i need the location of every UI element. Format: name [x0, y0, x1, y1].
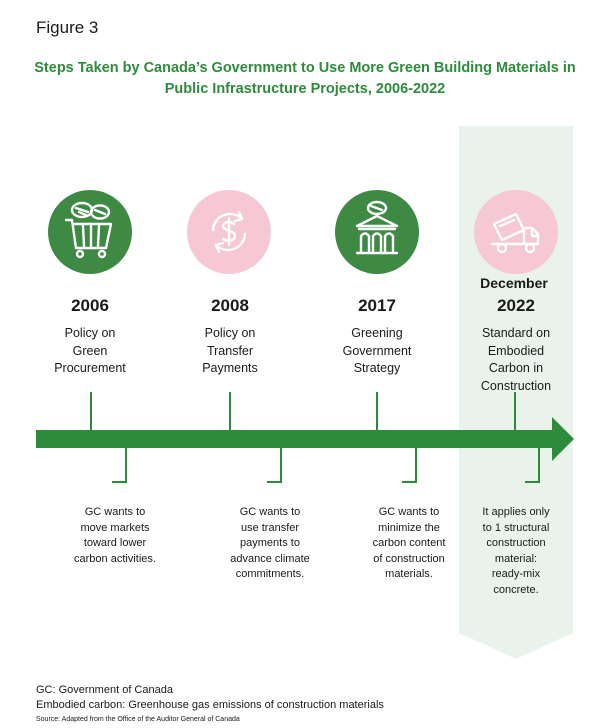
note-line: toward lower — [83, 537, 147, 549]
note-line: GC wants to — [378, 506, 440, 518]
milestone-year-2006: 2006 — [71, 296, 109, 315]
note-line: materials. — [385, 568, 433, 580]
footnote-gc: GC: Government of Canada — [36, 684, 173, 696]
note-line: material: — [494, 552, 538, 565]
connector-foot-2017 — [402, 481, 417, 483]
title-line-2: Public Infrastructure Projects, 2006-2022 — [164, 81, 446, 97]
desc-line: Policy on — [64, 326, 116, 340]
footnote-embodied-carbon: Embodied carbon: Greenhouse gas emissions of construction materials — [36, 699, 384, 711]
milestone-2022-circle — [474, 190, 558, 274]
milestone-desc-2006 — [35, 325, 145, 378]
note-2008 — [210, 505, 330, 583]
desc-line: Green — [72, 343, 108, 358]
note-line: minimize the — [378, 521, 440, 534]
note-line: concrete. — [493, 583, 539, 596]
note-2006 — [55, 505, 175, 567]
footnote-source: Source: Adapted from the Office of the Auditor General of Canada — [36, 716, 240, 723]
desc-line: Construction — [480, 378, 552, 393]
connector-foot-2022 — [525, 481, 540, 483]
milestone-desc-2022 — [461, 325, 571, 395]
connector-up-2008 — [229, 392, 231, 432]
milestone-month-2022: December — [480, 275, 548, 291]
connector-down-2017 — [415, 447, 417, 482]
government-building-icon — [335, 190, 419, 274]
connector-down-2008 — [280, 447, 282, 482]
timeline-arrow-head — [552, 417, 574, 461]
note-line: advance climate — [230, 552, 310, 565]
note-line: carbon activities. — [74, 552, 156, 565]
note-line: move markets — [80, 521, 150, 534]
milestone-desc-2017 — [322, 325, 432, 378]
note-2022 — [456, 505, 576, 598]
desc-line: Strategy — [353, 361, 401, 375]
title-line-1: Steps Taken by Canada’s Government to Use More Green Building Materials in — [34, 60, 576, 76]
note-line: to 1 structural — [482, 521, 550, 534]
note-line: carbon content — [372, 537, 446, 549]
milestone-year-2017: 2017 — [358, 296, 396, 315]
connector-up-2006 — [90, 392, 92, 432]
milestone-year-2022: 2022 — [497, 296, 535, 315]
milestone-year-2008: 2008 — [211, 296, 249, 315]
desc-line: Payments — [202, 361, 258, 375]
note-line: of construction — [373, 552, 445, 565]
cart-icon — [48, 190, 132, 274]
note-line: ready-mix — [491, 568, 541, 580]
note-line: commitments. — [235, 568, 305, 580]
note-line: construction — [486, 537, 546, 549]
figure-label: Figure 3 — [36, 18, 99, 37]
connector-down-2022 — [538, 447, 540, 482]
milestone-2006-circle — [48, 190, 132, 274]
connector-down-2006 — [125, 447, 127, 482]
connector-foot-2006 — [112, 481, 127, 483]
desc-line: Carbon in — [488, 361, 544, 375]
desc-line: Transfer — [206, 343, 254, 358]
connector-foot-2008 — [267, 481, 282, 483]
desc-line: Standard on — [481, 326, 551, 340]
note-line: GC wants to — [239, 506, 301, 518]
desc-line: Government — [342, 343, 412, 358]
milestone-2008-circle — [187, 190, 271, 274]
desc-line: Procurement — [54, 361, 126, 375]
cement-mixer-icon — [474, 190, 558, 274]
desc-line: Greening — [351, 326, 403, 340]
dollar-cycle-icon — [187, 190, 271, 274]
timeline-arrow — [36, 430, 556, 448]
milestone-2017-circle — [335, 190, 419, 274]
note-line: It applies only — [482, 506, 550, 518]
desc-line: Policy on — [204, 326, 256, 340]
connector-up-2022 — [514, 392, 516, 432]
note-line: use transfer — [240, 521, 300, 534]
note-2017 — [349, 505, 469, 583]
desc-line: Embodied — [487, 343, 545, 358]
note-line: payments to — [240, 537, 300, 549]
note-line: GC wants to — [84, 506, 146, 518]
connector-up-2017 — [376, 392, 378, 432]
figure-title — [20, 58, 590, 100]
milestone-desc-2008 — [175, 325, 285, 378]
highlight-band-point — [459, 633, 573, 659]
